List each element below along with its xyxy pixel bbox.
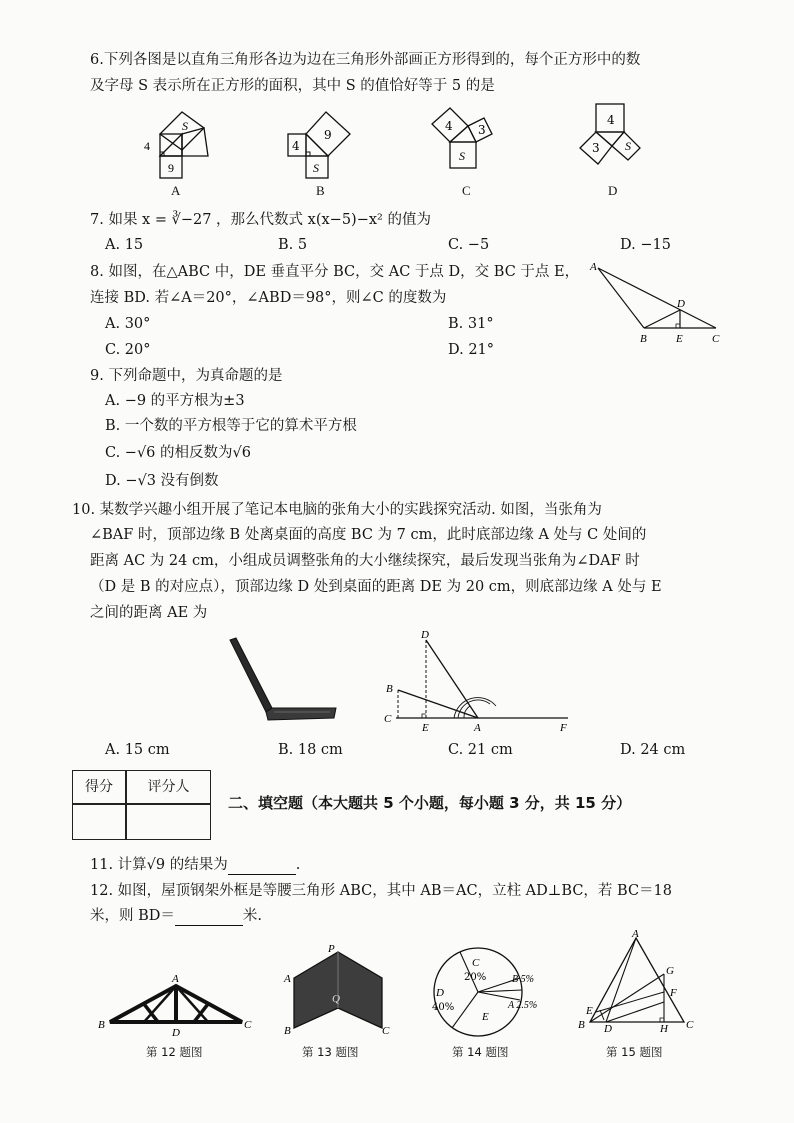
fig14-pie xyxy=(416,940,556,1040)
q10-laptop-figure xyxy=(226,636,342,726)
fig14-label-d: D xyxy=(436,987,444,999)
q8-line2: 连接 BD. 若∠A＝20°，∠ABD＝98°，则∠C 的度数为 xyxy=(90,290,447,306)
fig14-pct-c: 20% xyxy=(464,972,487,983)
q11-answer-blank xyxy=(228,860,296,875)
q12-line2 xyxy=(90,906,262,926)
fig14-label-b: B 5% xyxy=(512,974,534,985)
q8-option-a: A. 30° xyxy=(105,316,151,332)
fig14-label-e: E xyxy=(482,1011,489,1023)
q10-line5: 之间的距离 AE 为 xyxy=(90,605,208,621)
q8-triangle-figure xyxy=(588,258,728,348)
fig12-roof-truss xyxy=(96,972,256,1042)
q10-label-a: A xyxy=(474,722,481,734)
fig15-label-b: B xyxy=(578,1019,585,1031)
q6-figure-a xyxy=(138,106,218,182)
q6-caption-a: A xyxy=(171,183,181,198)
fig13-caption: 第 13 题图 xyxy=(302,1045,359,1059)
q10-label-c: C xyxy=(384,713,392,725)
fig15-label-f: F xyxy=(670,987,677,999)
q8-label-a: A xyxy=(590,261,597,273)
q6-line1: 6.下列各图是以直角三角形各边为边在三角形外部画正方形得到的，每个正方形中的数 xyxy=(90,52,641,68)
fig15-label-e: E xyxy=(586,1005,593,1017)
fig12-label-b: B xyxy=(98,1019,105,1031)
score-header: 得分 xyxy=(85,779,113,795)
fig14-pct-d: 40% xyxy=(432,1002,455,1013)
fig15-label-h: H xyxy=(660,1023,668,1034)
q10-option-b: B. 18 cm xyxy=(278,742,343,758)
fig13-label-a: A xyxy=(284,973,291,985)
q6a-label-s: S xyxy=(182,119,188,133)
q6-caption-b: B xyxy=(316,183,325,198)
q11-text: 11. 计算√9 的结果为 xyxy=(90,857,228,873)
q6-caption-c: C xyxy=(462,183,471,198)
fig15-label-d: D xyxy=(604,1023,612,1034)
q6-line2: 及字母 S 表示所在正方形的面积，其中 S 的值恰好等于 5 的是 xyxy=(90,78,495,94)
q11-end: . xyxy=(295,857,301,873)
q6c-label-3: 3 xyxy=(478,123,486,137)
q10-label-b: B xyxy=(386,683,393,695)
fig15-caption: 第 15 题图 xyxy=(606,1045,663,1059)
q8-option-d: D. 21° xyxy=(448,342,495,358)
q6b-label-4: 4 xyxy=(292,139,300,153)
fig15-label-g: G xyxy=(666,965,674,977)
section-2-title: 二、填空题（本大题共 5 个小题，每小题 3 分，共 15 分） xyxy=(228,794,632,812)
q9-option-d: D. −√3 没有倒数 xyxy=(105,473,219,489)
q8-label-c: C xyxy=(712,333,720,345)
fig15-triangle xyxy=(576,930,700,1034)
q6-figure-b xyxy=(282,106,362,182)
fig15-label-a: A xyxy=(632,930,639,940)
fig12-label-a: A xyxy=(172,973,179,985)
fig14-label-c: C xyxy=(472,957,480,969)
q6b-label-s: S xyxy=(313,161,319,175)
q7-option-c: C. −5 xyxy=(448,237,490,253)
q6-caption-d: D xyxy=(608,183,618,198)
q9-option-b: B. 一个数的平方根等于它的算术平方根 xyxy=(105,418,357,434)
q7-stem: 7. 如果 x = ∛−27 ，那么代数式 x(x−5)−x² 的值为 xyxy=(90,212,431,228)
q6b-label-9: 9 xyxy=(324,128,332,142)
q8-label-e: E xyxy=(676,333,683,345)
q10-option-d: D. 24 cm xyxy=(620,742,686,758)
q7-option-b: B. 5 xyxy=(278,237,308,253)
q10-label-f: F xyxy=(560,722,567,734)
q8-label-d: D xyxy=(677,298,685,310)
fig13-label-p: P xyxy=(328,943,335,955)
fig13-label-q: Q xyxy=(332,993,340,1005)
fig13-house xyxy=(282,942,392,1042)
q10-line2: ∠BAF 时，顶部边缘 B 处离桌面的高度 BC 为 7 cm，此时底部边缘 A 处与 C 处间的 xyxy=(90,527,647,543)
q6d-label-s: S xyxy=(625,139,631,153)
q6c-label-4: 4 xyxy=(445,119,453,133)
q10-label-d: D xyxy=(421,629,429,641)
q6c-label-s: S xyxy=(459,149,465,163)
q12-end: 米. xyxy=(242,908,262,924)
q8-label-b: B xyxy=(640,333,647,345)
fig12-label-d: D xyxy=(172,1027,180,1039)
fig12-caption: 第 12 题图 xyxy=(146,1045,203,1059)
q8-line1: 8. 如图，在△ABC 中，DE 垂直平分 BC，交 AC 于点 D，交 BC 于点 E， xyxy=(90,264,580,280)
q10-line4: （D 是 B 的对应点），顶部边缘 D 处到桌面的距离 DE 为 20 cm，则底部边缘 A 处与 E xyxy=(90,579,662,595)
fig14-caption: 第 14 题图 xyxy=(452,1045,509,1059)
q6-figure-c xyxy=(428,104,508,184)
q9-option-c: C. −√6 的相反数为√6 xyxy=(105,445,251,461)
q6a-label-9: 9 xyxy=(168,161,174,175)
fig15-label-c: C xyxy=(686,1019,694,1031)
q9-option-a: A. −9 的平方根为±3 xyxy=(105,393,245,409)
q10-label-e: E xyxy=(422,722,429,734)
q8-option-b: B. 31° xyxy=(448,316,494,332)
q12-answer-blank xyxy=(175,911,243,926)
q11 xyxy=(90,855,300,875)
q7-option-d: D. −15 xyxy=(620,237,671,253)
fig13-label-b: B xyxy=(284,1025,291,1037)
q12-line1: 12. 如图，屋顶钢架外框是等腰三角形 ABC，其中 AB＝AC，立柱 AD⊥BC，若 BC＝18 xyxy=(90,883,673,899)
q6a-label-4: 4 xyxy=(144,139,150,153)
q12-text: 米，则 BD＝ xyxy=(90,908,175,924)
q10-line1: 10. 某数学兴趣小组开展了笔记本电脑的张角大小的实践探究活动. 如图，当张角为 xyxy=(72,502,602,518)
fig14-label-a: A 2.5% xyxy=(508,1000,538,1011)
score-table xyxy=(72,770,211,840)
q10-option-a: A. 15 cm xyxy=(105,742,170,758)
q6d-label-3: 3 xyxy=(592,141,600,155)
fig12-label-c: C xyxy=(244,1019,252,1031)
q10-line3: 距离 AC 为 24 cm，小组成员调整张角的大小继续探究，最后发现当张角为∠DAF 时 xyxy=(90,553,640,569)
q10-option-c: C. 21 cm xyxy=(448,742,513,758)
q9-stem: 9. 下列命题中，为真命题的是 xyxy=(90,368,283,384)
q10-angle-figure xyxy=(378,626,578,738)
grader-header: 评分人 xyxy=(147,779,190,795)
q6d-label-4: 4 xyxy=(607,113,615,127)
q8-option-c: C. 20° xyxy=(105,342,151,358)
fig13-label-c: C xyxy=(382,1025,390,1037)
q7-option-a: A. 15 xyxy=(105,237,144,253)
q6-figure-d xyxy=(574,100,654,180)
